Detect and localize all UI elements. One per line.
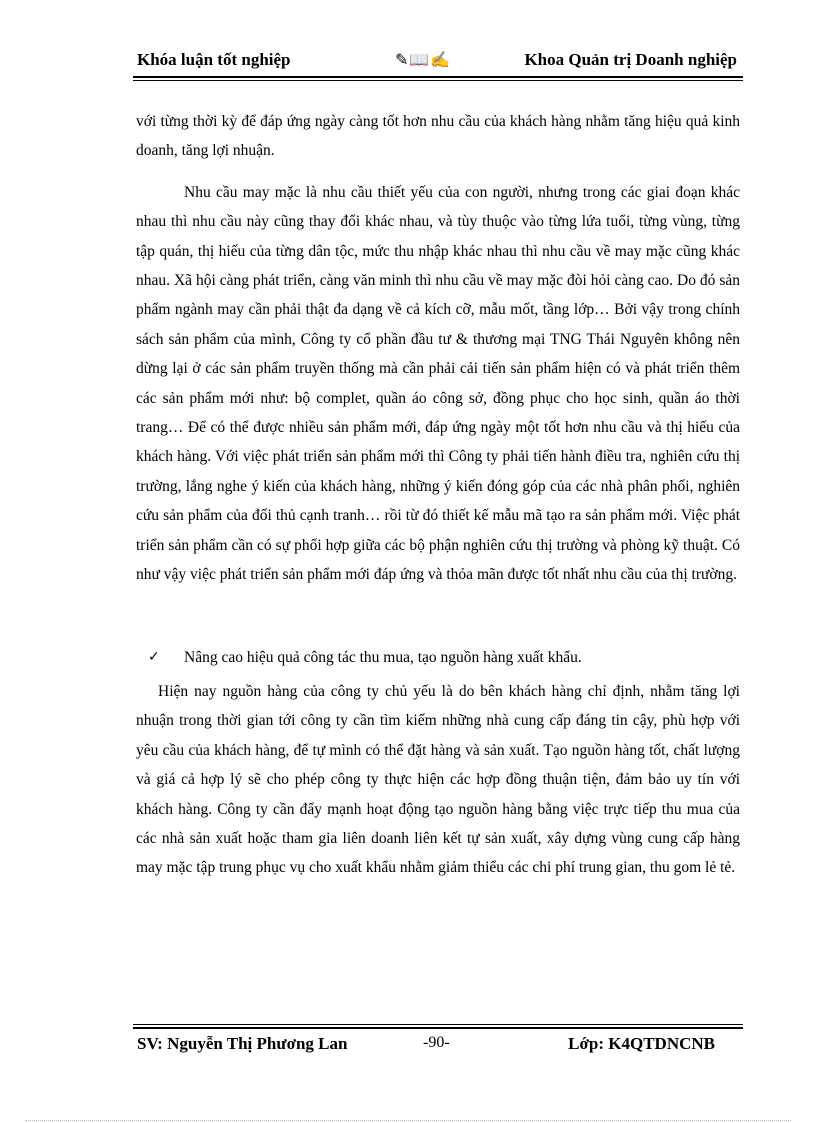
- checkmark-icon: ✓: [148, 648, 160, 665]
- footer-student-name: SV: Nguyễn Thị Phương Lan: [137, 1034, 348, 1053]
- header-rule-thick: [133, 76, 743, 78]
- footer-class-label: Lớp: K4QTDNCNB: [568, 1034, 715, 1053]
- bullet-heading-text: Nâng cao hiệu quả công tác thu mua, tạo nguồn hàng xuất khẩu.: [184, 648, 582, 666]
- footer-rule-thin: [133, 1024, 743, 1025]
- bullet-heading: [136, 643, 740, 672]
- header-rule-thin: [133, 80, 743, 81]
- header-faculty-label: Khoa Quản trị Doanh nghiệp: [524, 50, 737, 69]
- book-ornament-icon: ✎📖✍: [395, 52, 452, 69]
- footer-rule-thick: [133, 1027, 743, 1029]
- paragraph-product-policy: Nhu cầu may mặc là nhu cầu thiết yếu của con người, nhưng trong các giai đoạn khác nhau thì nhu cầu này cũng thay đổi khác nhau, và tùy thuộc vào từng lứa tuổi, từng vùng, từng tập quán, thị hiếu của từng dân tộc, mức thu nhập khác nhau thì nhu cầu về may mặc cũng khác nhau. Xã hội càng phát triển, càng văn minh thì nhu cầu về may mặc đòi hỏi càng cao. Do đó sản phẩm ngành may cần phải thật đa dạng về cả kích cỡ, mẫu mốt, tầng lớp… Bởi vậy trong chính sách sản phẩm của mình, Công ty cổ phần đầu tư & thương mại TNG Thái Nguyên không nên dừng lại ở các sản phẩm truyền thống mà cần phải cải tiến sản phẩm hiện có và phát triển thêm các sản phẩm mới như: bộ complet, quần áo công sở, đồng phục cho học sinh, quần áo thời trang… Để có thể được nhiều sản phẩm mới, đáp ứng ngày một tốt hơn nhu cầu và thị hiếu của khách hàng. Với việc phát triển sản phẩm mới thì Công ty phải tiến hành điều tra, nghiên cứu thị trường, lắng nghe ý kiến của khách hàng, những ý kiến đóng góp của các nhà phân phối, nghiên cứu sản phẩm của đối thủ cạnh tranh… rồi từ đó thiết kế mẫu mã tạo ra sản phẩm mới. Việc phát triển sản phẩm cần có sự phối hợp giữa các bộ phận nghiên cứu thị trường và phòng kỹ thuật. Có như vậy việc phát triển sản phẩm mới đáp ứng và thỏa mãn được tốt nhất nhu cầu của thị trường.: [136, 183, 740, 584]
- header-thesis-label: Khóa luận tốt nghiệp: [137, 50, 291, 69]
- page-body: [136, 107, 740, 883]
- page-edge-divider: [25, 1120, 791, 1121]
- page-header: [133, 44, 743, 74]
- paragraph-sourcing: Hiện nay nguồn hàng của công ty chủ yếu là do bên khách hàng chỉ định, nhằm tăng lợi nhuận trong thời gian tới công ty cần tìm kiếm những nhà cung cấp đáng tin cậy, phù hợp với yêu cầu của khách hàng, để tự mình có thể đặt hàng và sản xuất. Tạo nguồn hàng tốt, chất lượng và giá cả hợp lý sẽ cho phép công ty thực hiện các hợp đồng thuận tiện, đảm bảo uy tín với khách hàng. Công ty cần đẩy mạnh hoạt động tạo nguồn hàng bằng việc trực tiếp thu mua của các nhà sản xuất hoặc tham gia liên doanh liên kết tự sản xuất, xây dựng vùng cung cấp hàng may mặc tập trung phục vụ cho xuất khẩu nhằm giảm thiểu các chi phí trung gian, thu gom lẻ tẻ.: [136, 682, 740, 877]
- page-number: -90-: [423, 1034, 450, 1051]
- page-footer: [133, 1030, 743, 1060]
- paragraph-continuation: với từng thời kỳ để đáp ứng ngày càng tốt hơn nhu cầu của khách hàng nhằm tăng hiệu quả kinh doanh, tăng lợi nhuận.: [136, 113, 740, 160]
